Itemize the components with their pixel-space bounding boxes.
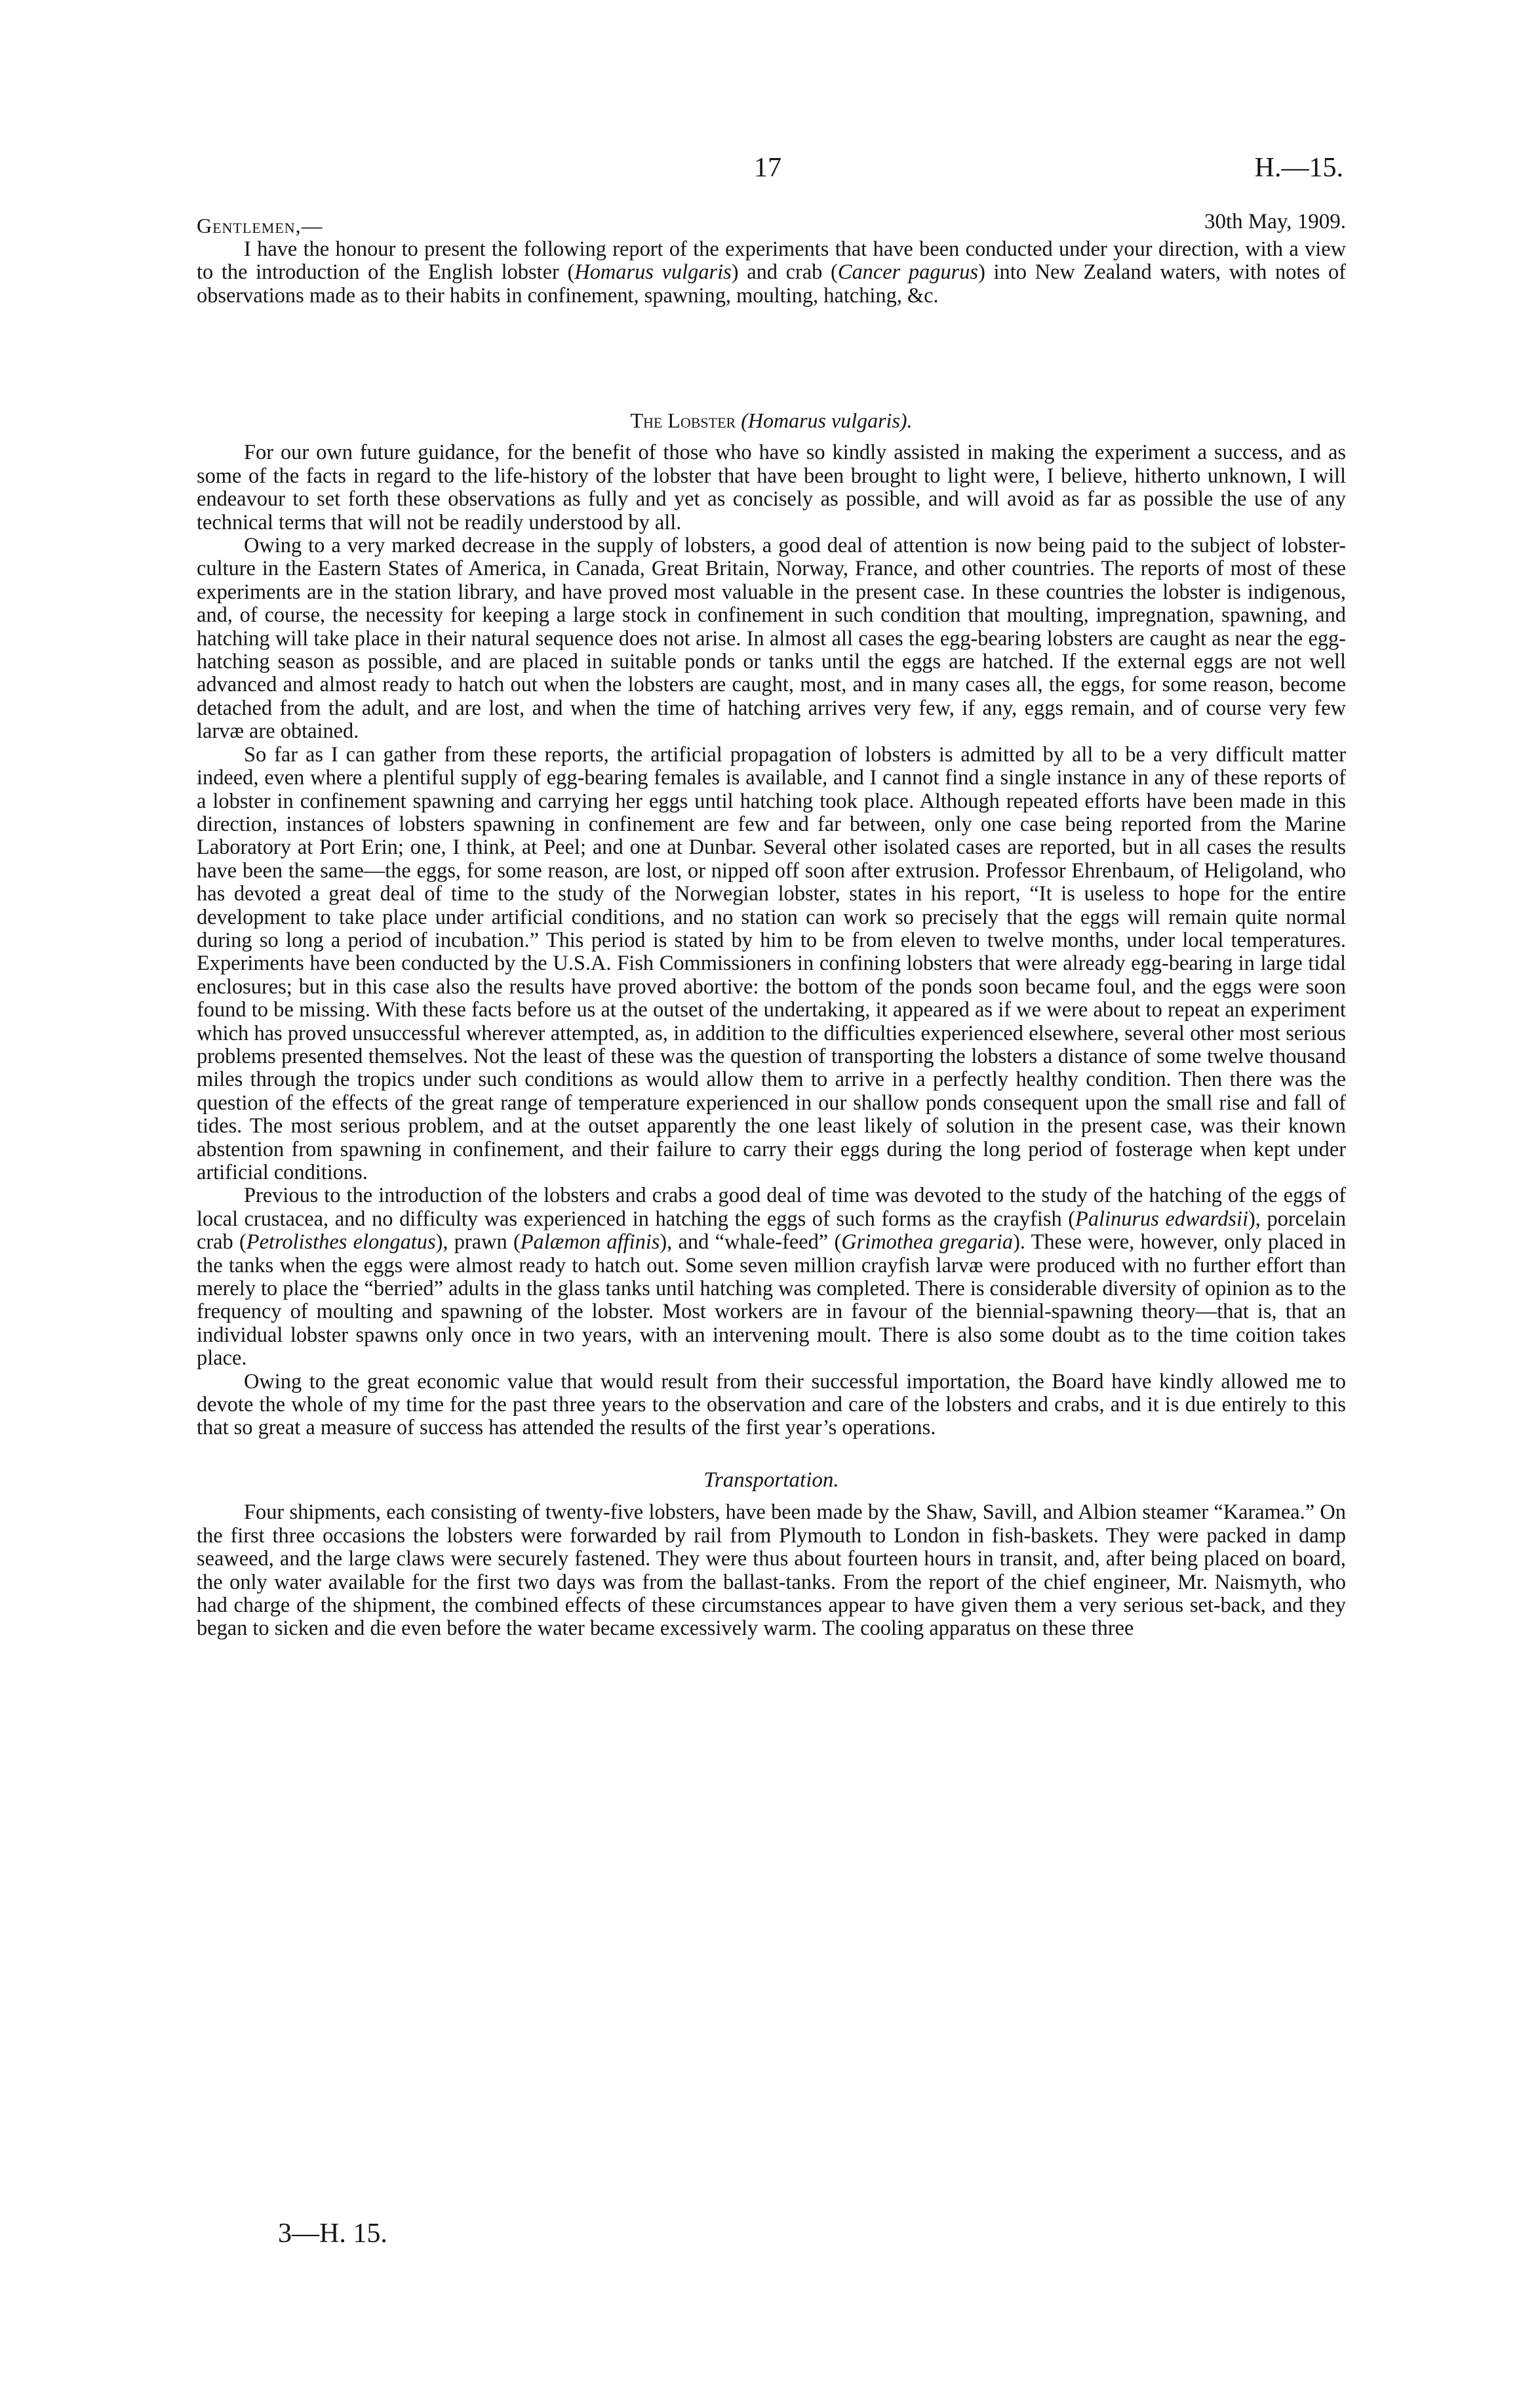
species-name: Palinurus edwardsii [1075,1207,1249,1231]
section-heading: The Lobster (Homarus vulgaris). [630,409,913,432]
document-reference: H.—15. [1254,153,1343,183]
intro-block [197,238,1346,308]
subsection-heading: Transportation. [703,1468,839,1492]
species-name: Cancer pagurus [837,260,979,285]
page-number: 17 [754,153,781,183]
body-paragraph: Previous to the introduction of the lobsters and crabs a good deal of time was devoted to the study of the hatching of the eggs of local crustacea, and no difficulty was experienced in hatching the eggs of such forms as the crayfish (Palinurus edwardsii), porcelain crab (Petrolisthes elongatus), prawn (Palæmon affinis), and “whale-feed” (Grimothea gregaria). These were, however, only placed in the tanks when the eggs were almost ready to hatch out. Some seven million crayfish larvæ were produced with no further effort than merely to place the “berried” adults in the glass tanks until hatching was completed. There is considerable diversity of opinion as to the frequency of moulting and spawning of the lobster. Most workers are in favour of the biennial-spawning theory—that is, that an individual lobster spawns only once in two years, with an intervening moult. There is also some doubt as to the time coition takes place. [197,1184,1347,1371]
body-paragraph: Owing to the great economic value that would result from their successful importation, the Board have kindly allowed me to devote the whole of my time for the past three years to the observation and care of the lobsters and crabs, and it is due entirely to this that so great a measure of success has attended the results of the first year’s operations. [197,1369,1346,1440]
salutation-row [197,210,1346,239]
body-paragraph: For our own future guidance, for the benefit of those who have so kindly assisted in making the experiment a success, and as some of the facts in regard to the life-history of the lobster that have been brought to light were, I believe, hitherto unknown, I will endeavour to set forth these observations as fully and yet as concisely as possible, and will avoid as far as possible the use of any technical terms that will not be readily understood by all. [197,441,1346,534]
species-name: Homarus vulgaris [574,260,732,285]
letter-date: 30th May, 1909. [1204,210,1346,233]
body-paragraph: So far as I can gather from these reports, the artificial propagation of lobsters is admitted by all to be a very difficult matter indeed, even where a plentiful supply of egg-bearing females is available, and I cannot find a single instance in any of these reports of a lobster in confinement spawning and carrying her eggs until hatching took place. Although repeated efforts have been made in this direction, instances of lobsters spawning in confinement are few and far between, only one case being reported from the Marine Laboratory at Port Erin; one, I think, at Peel; and one at Dunbar. Several other isolated cases are reported, but in all cases the results have been the same—the eggs, for some reason, are lost, or nipped off soon after extrusion. Professor Ehrenbaum, of Heligoland, who has devoted a great deal of time to the study of the Norwegian lobster, states in his report, “It is useless to hope for the entire development to take place under artificial conditions, and no station can work so precisely that the eggs will remain quite normal during so long a period of incubation.” This period is stated by him to be from eleven to twelve months, under local temperatures. Experiments have been conducted by the U.S.A. Fish Commissioners in confining lobsters that were already egg-bearing in large tidal enclosures; but in this case also the results have proved abortive: the bottom of the ponds soon became foul, and the eggs were soon found to be missing. With these facts before us at the outset of the undertaking, it appeared as if we were about to repeat an experiment which has proved unsuccessful wherever attempted, as, in addition to the difficulties experienced elsewhere, several other most serious problems presented themselves. Not the least of these was the question of transporting the lobsters a distance of some twelve thousand miles through the tropics under such conditions as would allow them to arrive in a perfectly healthy condition. Then there was the question of the effects of the great range of temperature experienced in our shallow ponds consequent upon the small rise and fall of tides. The most serious problem, and at the outset apparently the one least likely of solution in the present case, was their known abstention from spawning in confinement, and their failure to carry their eggs during the long period of fosterage when kept under artificial conditions. [197,742,1346,1184]
salutation: Gentlemen,— [197,214,323,237]
species-name: Palæmon affinis [520,1230,660,1254]
body-paragraph: Four shipments, each consisting of twenty-five lobsters, have been made by the Shaw, Savill, and Albion steamer “Karamea.” On the first three occasions the lobsters were forwarded by rail from Plymouth to London in fish-baskets. They were packed in damp seaweed, and the large claws were securely fastened. They were thus about fourteen hours in transit, and, after being placed on board, the only water available for the first two days was from the ballast-tanks. From the report of the chief engineer, Mr. Naismyth, who had charge of the shipment, the combined effects of these circumstances appear to have given them a very serious set-back, and they began to sicken and die even before the water became excessively warm. The cooling apparatus on these three [197,1500,1346,1641]
species-name: Grimothea gregaria [841,1230,1014,1254]
intro-paragraph: I have the honour to present the following report of the experiments that have been conducted under your direction, with a view to the introduction of the English lobster (Homarus vulgaris) and crab (Cancer pagurus) into New Zealand waters, with notes of observations made as to their habits in confinement, spawning, moulting, hatching, &c. [197,237,1346,308]
report-body [197,409,1346,1641]
sheet-reference: 3—H. 15. [278,2218,387,2249]
body-paragraph: Owing to a very marked decrease in the supply of lobsters, a good deal of attention is now being paid to the subject of lobster-culture in the Eastern States of America, in Canada, Great Britain, Norway, France, and other countries. The reports of most of these experiments are in the station library, and have proved most valuable in the present case. In these countries the lobster is indigenous, and, of course, the necessity for keeping a large stock in confinement in such condition that moulting, impregnation, spawning, and hatching will take place in their natural sequence does not arise. In almost all cases the egg-bearing lobsters are caught as near the egg-hatching season as possible, and are placed in suitable ponds or tanks until the eggs are hatched. If the external eggs are not well advanced and almost ready to hatch out when the lobsters are caught, most, and in many cases all, the eggs, for some reason, become detached from the adult, and are lost, and when the time of hatching arrives very few, if any, eggs remain, and of course very few larvæ are obtained. [197,534,1346,744]
species-name: Petrolisthes elongatus [246,1230,436,1254]
